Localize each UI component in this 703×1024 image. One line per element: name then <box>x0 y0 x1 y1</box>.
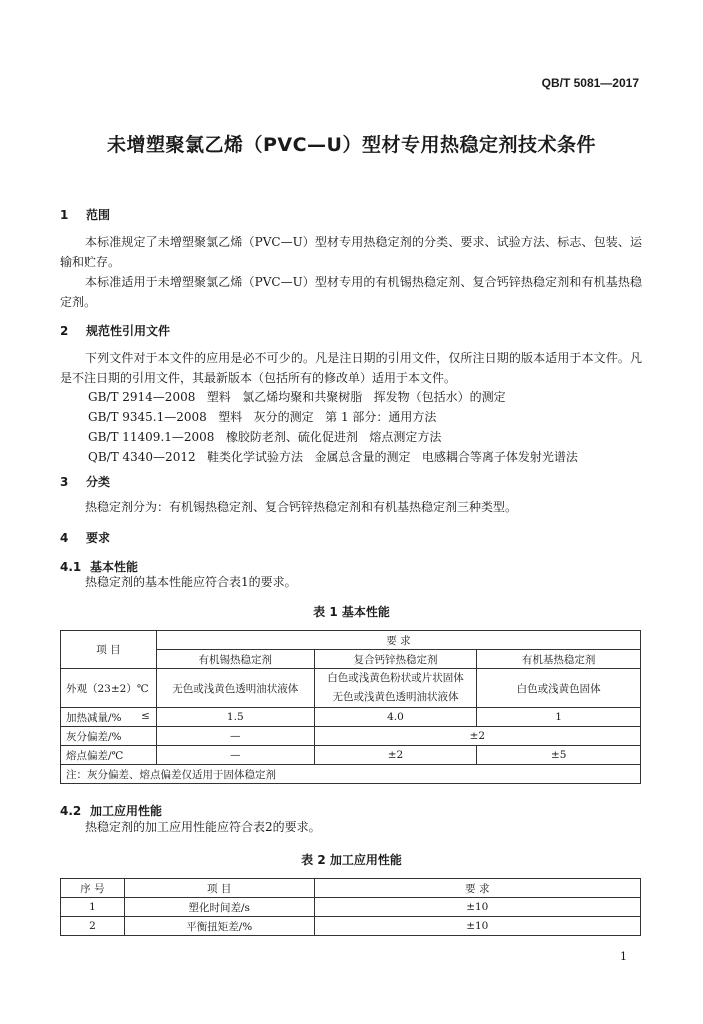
section-4-1-para: 热稳定剂的基本性能应符合表1的要求。 <box>85 575 297 589</box>
table-2-caption: 表 2 加工应用性能 <box>301 853 402 867</box>
table-cell-line: 无色或浅黄色透明油状液体 <box>332 691 459 703</box>
table-1-basic-properties <box>60 630 641 784</box>
operator: ≤ <box>141 709 150 722</box>
table-cell: ±10 <box>314 917 640 936</box>
table-header-requirement: 要 求 <box>156 631 640 650</box>
table-cell: 塑化时间差/s <box>124 898 314 917</box>
reference-item: GB/T 9345.1—2008 塑料 灰分的测定 第 1 部分：通用方法 <box>88 410 437 424</box>
table-cell: 外观（23±2）℃ <box>61 669 157 708</box>
section-title: 范围 <box>86 208 111 222</box>
reference-item: GB/T 2914—2008 塑料 氯乙烯均聚和共聚树脂 挥发物（包括水）的测定 <box>88 390 506 404</box>
table-cell <box>314 669 477 708</box>
table-2-processing-properties <box>60 878 641 936</box>
section-title: 加工应用性能 <box>90 804 163 818</box>
table-header-item: 项 目 <box>124 879 314 898</box>
table-1-caption: 表 1 基本性能 <box>313 605 390 619</box>
section-number: 4.1 <box>60 560 82 574</box>
row-label: 加热减量/% <box>66 711 122 724</box>
table-cell: 2 <box>61 917 125 936</box>
section-title: 分类 <box>86 475 111 489</box>
table-note: 注：灰分偏差、熔点偏差仅适用于固体稳定剂 <box>61 765 641 784</box>
section-number: 3 <box>60 475 69 489</box>
table-cell: 4.0 <box>314 708 477 727</box>
table-cell <box>61 708 157 727</box>
table-row <box>61 727 641 746</box>
section-1-para-2: 本标准适用于未增塑聚氯乙烯（PVC—U）型材专用的有机锡热稳定剂、复合钙锌热稳定剂和有机基热稳定剂。 <box>60 275 642 309</box>
table-cell: ±5 <box>477 746 641 765</box>
table-header-no: 序 号 <box>61 879 125 898</box>
table-cell: 1.5 <box>156 708 314 727</box>
section-4-2-para: 热稳定剂的加工应用性能应符合表2的要求。 <box>85 820 321 834</box>
table-header-col: 有机锡热稳定剂 <box>156 650 314 669</box>
table-cell: ±10 <box>314 898 640 917</box>
section-title: 要求 <box>86 531 111 545</box>
section-number: 1 <box>60 208 69 222</box>
table-row <box>61 917 641 936</box>
section-number: 4 <box>60 531 69 545</box>
section-1-para-1: 本标准规定了未增塑聚氯乙烯（PVC—U）型材专用热稳定剂的分类、要求、试验方法、标志、包装、运输和贮存。 <box>60 235 642 269</box>
table-header-item: 项 目 <box>61 631 157 669</box>
table-header-col: 有机基热稳定剂 <box>477 650 641 669</box>
table-cell: 白色或浅黄色固体 <box>477 669 641 708</box>
table-cell: — <box>156 727 314 746</box>
table-cell: ±2 <box>314 727 640 746</box>
table-header-col: 复合钙锌热稳定剂 <box>314 650 477 669</box>
section-4-heading <box>60 529 110 546</box>
table-row <box>61 631 641 650</box>
section-title: 规范性引用文件 <box>86 324 171 338</box>
section-2-heading <box>60 322 170 339</box>
table-cell: 无色或浅黄色透明油状液体 <box>156 669 314 708</box>
table-cell: 灰分偏差/% <box>61 727 157 746</box>
page-number: 1 <box>620 950 627 963</box>
section-3-heading <box>60 473 110 490</box>
section-3-para-1: 热稳定剂分为：有机锡热稳定剂、复合钙锌热稳定剂和有机基热稳定剂三种类型。 <box>85 500 518 514</box>
table-row <box>61 708 641 727</box>
table-row <box>61 898 641 917</box>
table-cell: 平衡扭矩差/% <box>124 917 314 936</box>
table-header-requirement: 要 求 <box>314 879 640 898</box>
table-cell: 1 <box>61 898 125 917</box>
reference-item: GB/T 11409.1—2008 橡胶防老剂、硫化促进剂 熔点测定方法 <box>88 430 442 444</box>
table-row <box>61 765 641 784</box>
table-cell: — <box>156 746 314 765</box>
table-row <box>61 746 641 765</box>
section-2-para-1: 下列文件对于本文件的应用是必不可少的。凡是注日期的引用文件，仅所注日期的版本适用于本文件。凡是不注日期的引用文件，其最新版本（包括所有的修改单）适用于本文件。 <box>60 351 642 385</box>
reference-item: QB/T 4340—2012 鞋类化学试验方法 金属总含量的测定 电感耦合等离子体发射光谱法 <box>88 450 578 464</box>
table-cell: 熔点偏差/℃ <box>61 746 157 765</box>
table-cell: 1 <box>477 708 641 727</box>
standard-number: QB/T 5081—2017 <box>541 76 639 90</box>
table-cell-line: 白色或浅黄色粉状或片状固体 <box>327 672 464 684</box>
table-row <box>61 669 641 708</box>
table-row <box>61 879 641 898</box>
section-number: 4.2 <box>60 804 82 818</box>
table-cell: ±2 <box>314 746 477 765</box>
document-title: 未增塑聚氯乙烯（PVC—U）型材专用热稳定剂技术条件 <box>106 134 596 156</box>
section-title: 基本性能 <box>90 560 139 574</box>
section-1-heading <box>60 206 110 223</box>
section-number: 2 <box>60 324 69 338</box>
